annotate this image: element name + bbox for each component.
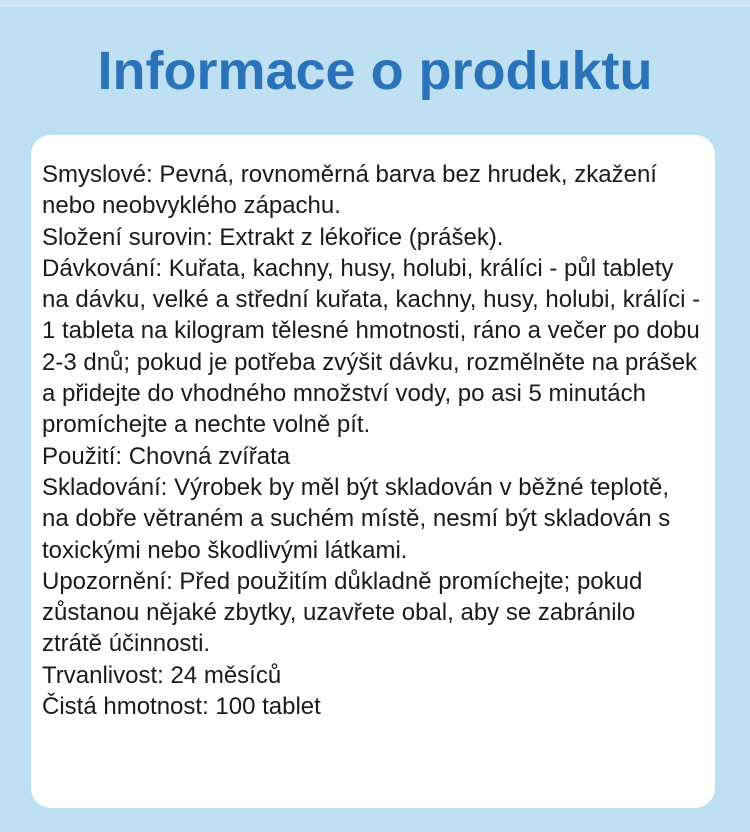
info-paragraph: Dávkování: Kuřata, kachny, husy, holubi, králíci - půl tablety na dávku, velké a střední kuřata, kachny, husy, holubi, králíci - 1 tableta na kilogram tělesné hmotnosti, ráno a večer po dobu 2-3 dnů; pokud je potřeba zvýšit dávku, rozmělněte na prášek a přidejte do vhodného množství vody, po asi 5 minutách promíchejte a nechte volně pít.	[42, 254, 701, 439]
product-info-text	[31, 135, 715, 722]
info-paragraph: Čistá hmotnost: 100 tablet	[42, 693, 321, 721]
page-title: Informace o produktu	[97, 41, 653, 101]
top-highlight-band	[0, 0, 750, 7]
info-paragraph: Trvanlivost: 24 měsíců	[42, 661, 282, 689]
info-paragraph: Složení surovin: Extrakt z lékořice (prášek).	[42, 223, 504, 251]
info-paragraph: Smyslové: Pevná, rovnoměrná barva bez hrudek, zkažení nebo neobvyklého zápachu.	[42, 161, 657, 220]
product-info-card	[31, 135, 715, 808]
info-paragraph: Upozornění: Před použitím důkladně promíchejte; pokud zůstanou nějaké zbytky, uzavřete obal, aby se zabránilo ztrátě účinnosti.	[42, 567, 643, 658]
info-paragraph: Použití: Chovná zvířata	[42, 442, 291, 470]
info-paragraph: Skladování: Výrobek by měl být skladován v běžné teplotě, na dobře větraném a suchém místě, nesmí být skladován s toxickými nebo škodlivými látkami.	[42, 473, 671, 564]
